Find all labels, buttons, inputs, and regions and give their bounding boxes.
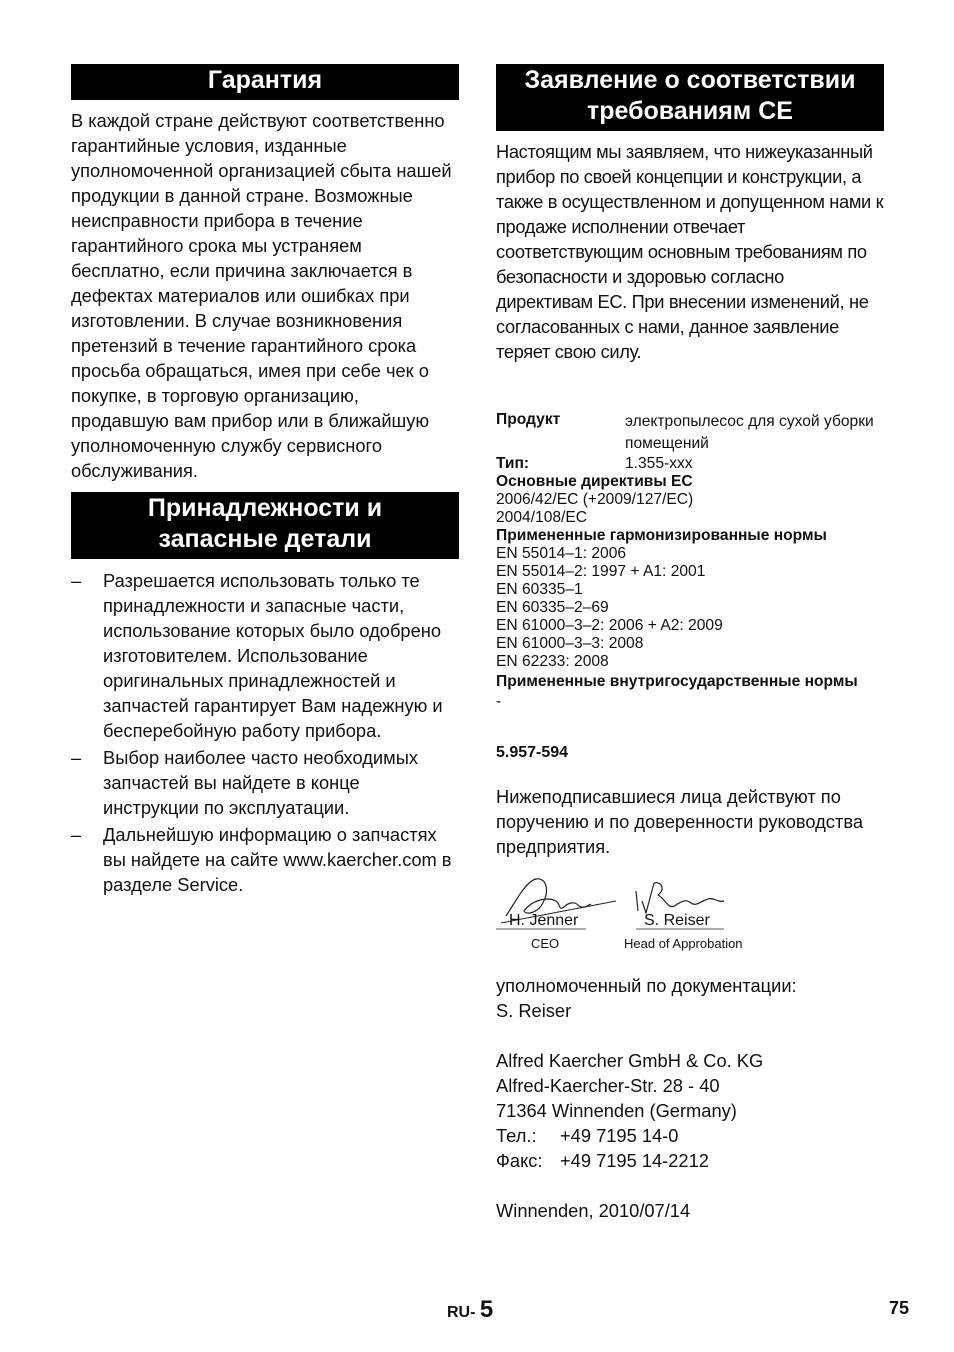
directives-label: Основные директивы ЕС <box>496 473 693 490</box>
page-number: 75 <box>889 1298 910 1318</box>
left-column <box>71 64 459 899</box>
authorized-block: уполномоченный по документации: S. Reiser <box>496 975 797 1021</box>
signatory-name: H. Jenner <box>509 912 579 929</box>
list-item: – Выбор наиболее часто необходимых запчастей вы найдете в конце инструкции по эксплуатации. <box>71 747 418 818</box>
warranty-text: В каждой стране действуют соответственно гарантийные условия, изданные уполномоченной организацией сбыта нашей продукции в данной стране. Возможные неисправности прибора в течение гарантийного срока мы устраняем бесплатно, если причина заключается в дефектах материалов или ошибках при изготовлении. В случае возникновения претензий в течение гарантийного срока просьба обращаться, имея при себе чек о покупке, в торговую организацию, продавшую вам прибор или в ближайшую уполномоченную службу сервисного обслуживания. <box>71 110 452 481</box>
right-column <box>496 64 884 1223</box>
fax-line: Факс: +49 7195 14-2212 <box>496 1150 709 1171</box>
product-block: Продукт электропылесос для сухой уборки помещений Тип: 1.355-xxx Основные директивы ЕС 2006/42/EC (+2009/127/EC) 2004/108/EC Примененные гармонизированные нормы EN 55014–1: 2006 EN 55014–2: 1997 + A1: 2001 EN 60335–1 EN 60335–2–69 EN 61000–3–2: 2006 + A2: 2009 EN 61000–3–3: 2008 EN 62233: 2008 Примененные внутригосударственные нормы - <box>496 411 884 711</box>
place-date: Winnenden, 2010/07/14 <box>496 1200 691 1221</box>
address-block: Alfred Kaercher GmbH & Co. KG Alfred-Kaercher-Str. 28 - 40 71364 Winnenden (Germany) Тел.: +49 7195 14-0 Факс: +49 7195 14-2212 <box>496 1048 884 1173</box>
ce-heading: Заявление о соответствии требованиям CE <box>496 64 884 131</box>
phone-line: Тел.: +49 7195 14-0 <box>496 1125 679 1146</box>
signatory-name: S. Reiser <box>644 912 710 929</box>
footer-section-label: RU- 5 <box>447 1296 494 1323</box>
ce-text: Настоящим мы заявляем, что нижеуказанный прибор по своей концепции и конструкции, а также в осуществленном и допущенном нами к продаже исполнении отвечает соответствующим основным требованиям по безопасности и здоровью согласно директивам ЕС. При внесении изменений, не согласованных с нами, данное заявление теряет свою силу. <box>496 141 884 362</box>
signatory-title: Head of Approbation <box>624 936 743 951</box>
signatories-text: Нижеподписавшиеся лица действуют по поручению и по доверенности руководства предприятия. <box>496 786 863 857</box>
accessories-heading: Принадлежности и запасные детали <box>71 492 459 559</box>
warranty-heading: Гарантия <box>71 64 459 100</box>
list-item: – Дальнейшую информацию о запчастях вы найдете на сайте www.kaercher.com в разделе Service. <box>71 824 452 895</box>
signatures <box>496 871 884 967</box>
national-label: Примененные внутригосударственные нормы <box>496 673 858 690</box>
product-row: Продукт электропылесос для сухой уборки помещений <box>496 411 874 452</box>
signatory-title: CEO <box>531 936 560 951</box>
harmonized-label: Примененные гармонизированные нормы <box>496 527 827 544</box>
type-row: Тип: 1.355-xxx <box>496 455 693 472</box>
doc-number: 5.957-594 <box>496 744 569 761</box>
accessories-list <box>71 568 459 897</box>
list-item: – Разрешается использовать только те принадлежности и запасные части, использование которых было одобрено изготовителем. Использование оригинальных принадлежностей и запчастей гарантирует Вам надежную и бесперебойную работу прибора. <box>71 570 443 741</box>
